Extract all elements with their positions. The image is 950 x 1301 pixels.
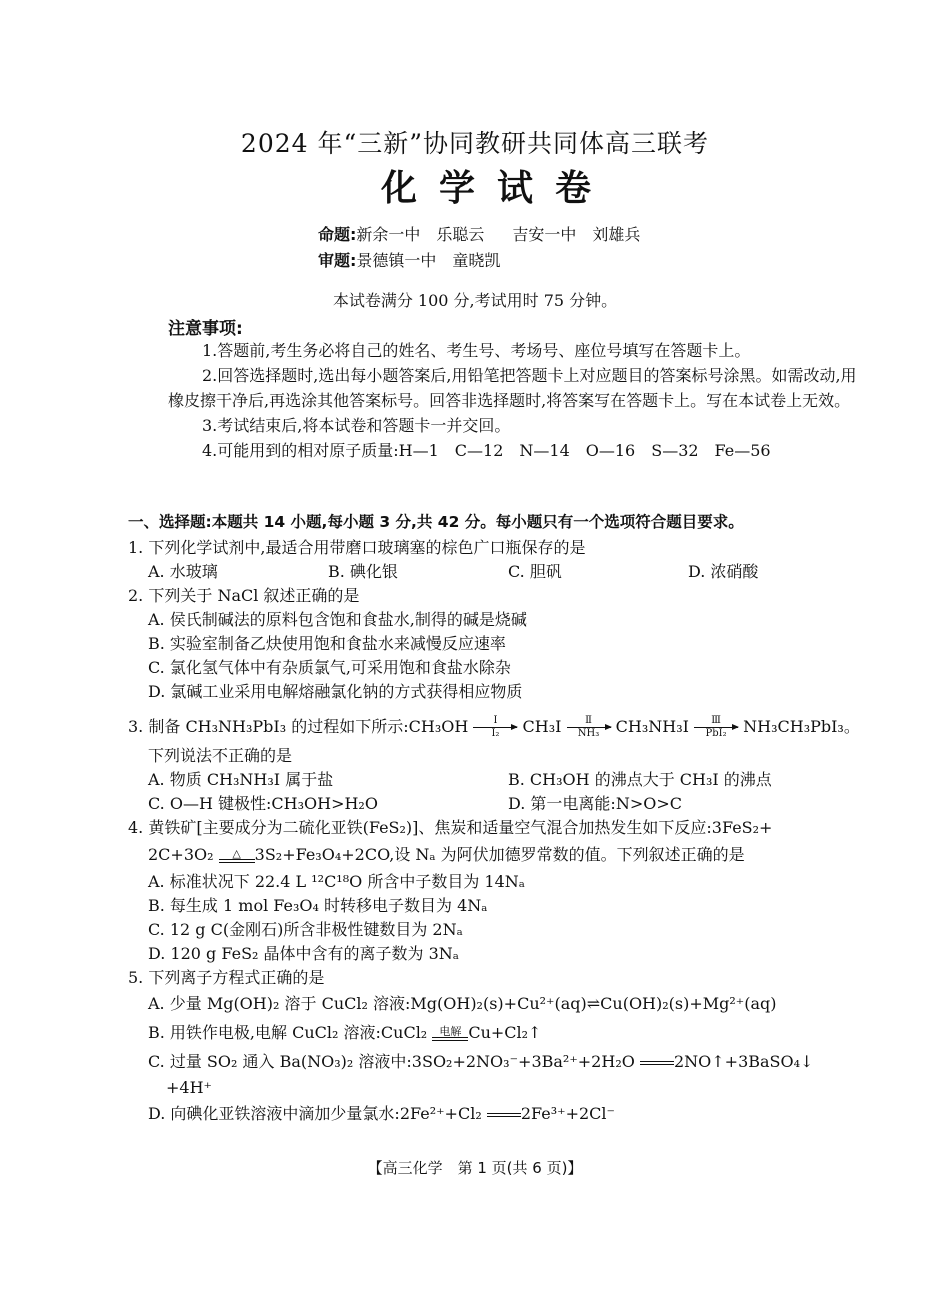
- author-label: 命题:: [318, 225, 357, 244]
- author-2: 吉安一中 刘雄兵: [512, 225, 641, 244]
- option-c-continued: +4H⁺: [166, 1078, 212, 1097]
- reaction-arrow-2: [567, 716, 611, 739]
- option-d: D. 第一电离能:N>O>C: [508, 794, 682, 813]
- question-2: [128, 584, 868, 704]
- question-stem: 2. 下列关于 NaCl 叙述正确的是: [128, 586, 360, 605]
- equals-sign: [640, 1061, 674, 1065]
- option-d: D. 浓硝酸: [688, 562, 759, 581]
- exam-title: 2024 年“三新”协同教研共同体高三联考: [240, 129, 710, 158]
- option-c: C. O—H 键极性:CH₃OH>H₂O: [148, 794, 378, 813]
- author-1: 新余一中 乐聪云: [356, 225, 485, 244]
- notice-item: 2.回答选择题时,选出每小题答案后,用铅笔把答题卡上对应题目的答案标号涂黑。如需改动,用橡皮擦干净后,再选涂其他答案标号。回答非选择题时,将答案写在答题卡上。写在本试卷上无效。: [168, 366, 857, 410]
- notice-list: [168, 338, 858, 463]
- notice-heading: 注意事项:: [168, 319, 243, 339]
- option-row: [148, 768, 868, 792]
- electrolysis-condition: [432, 1026, 468, 1041]
- question-4: [128, 816, 868, 966]
- subject-title: 化学试卷: [380, 168, 613, 209]
- equation-reactants: 2C+3O₂: [148, 845, 214, 864]
- option-b: B. 每生成 1 mol Fe₃O₄ 时转移电子数目为 4Nₐ: [148, 896, 488, 915]
- delta-symbol: △: [232, 847, 241, 860]
- question-stem-line2: [148, 840, 868, 870]
- arrow-label-bottom: NH₃: [577, 728, 600, 739]
- option-c: C. 胆矾: [508, 562, 562, 581]
- reaction-arrow-3: [694, 716, 738, 739]
- question-stem: [128, 710, 868, 744]
- page-footer: 【高三化学 第 1 页(共 6 页)】: [367, 1159, 583, 1177]
- question-1: [128, 536, 868, 584]
- reagent-methanol: CH₃OH: [408, 717, 469, 736]
- question-stem: 1. 下列化学试剂中,最适合用带磨口玻璃塞的棕色广口瓶保存的是: [128, 538, 586, 557]
- section-multiple-choice: [128, 510, 868, 1128]
- option-d: D. 120 g FeS₂ 晶体中含有的离子数为 3Nₐ: [148, 944, 459, 963]
- reagent-methylammonium-iodide: CH₃NH₃I: [615, 717, 689, 736]
- option-c-right: 2NO↑+3BaSO₄↓: [673, 1052, 814, 1071]
- question-prompt: 下列说法不正确的是: [148, 746, 293, 765]
- option-b: B. 碘化银: [328, 562, 398, 581]
- option-b: B. CH₃OH 的沸点大于 CH₃I 的沸点: [508, 770, 772, 789]
- question-stem: 5. 下列离子方程式正确的是: [128, 968, 325, 987]
- question-5: [128, 966, 868, 1128]
- arrow-label-top: I: [493, 715, 498, 726]
- electrolysis-label: 电解: [439, 1025, 462, 1038]
- product-perovskite: NH₃CH₃PbI₃。: [743, 717, 860, 736]
- reviewer: 景德镇一中 童晓凯: [356, 251, 501, 270]
- section-heading: 一、选择题:本题共 14 小题,每小题 3 分,共 42 分。每小题只有一个选项符合题目要求。: [128, 513, 744, 531]
- option-row: [148, 792, 868, 816]
- equation-products: 3S₂+Fe₃O₄+2CO,设 Nₐ 为阿伏加德罗常数的值。下列叙述正确的是: [254, 845, 745, 864]
- option-b-reactant: B. 用铁作电极,电解 CuCl₂ 溶液:CuCl₂: [148, 1023, 428, 1042]
- question-3: [128, 710, 868, 816]
- notice-item: 1.答题前,考生务必将自己的姓名、考生号、考场号、座位号填写在答题卡上。: [202, 341, 751, 360]
- reaction-arrow-1: [473, 716, 517, 739]
- option-d-left: D. 向碘化亚铁溶液中滴加少量氯水:2Fe²⁺+Cl₂: [148, 1104, 482, 1123]
- notice-item: 4.可能用到的相对原子质量:H—1 C—12 N—14 O—16 S—32 Fe—56: [202, 441, 771, 460]
- equals-sign: [487, 1113, 521, 1117]
- arrow-label-top: Ⅲ: [711, 715, 721, 726]
- option-d-right: 2Fe³⁺+2Cl⁻: [520, 1104, 615, 1123]
- heat-condition: [219, 848, 255, 863]
- option-b: [148, 1018, 868, 1048]
- author-line: [318, 222, 640, 245]
- option-b: B. 实验室制备乙炔使用饱和食盐水来减慢反应速率: [148, 634, 506, 653]
- option-c: C. 氯化氢气体中有杂质氯气,可采用饱和食盐水除杂: [148, 658, 511, 677]
- question-stem-line1: 4. 黄铁矿[主要成分为二硫化亚铁(FeS₂)]、焦炭和适量空气混合加热发生如下反应:3FeS₂+: [128, 818, 773, 837]
- stem-prefix: 3. 制备 CH₃NH₃PbI₃ 的过程如下所示:: [128, 717, 409, 736]
- reagent-iodomethane: CH₃I: [522, 717, 562, 736]
- option-a: A. 标准状况下 22.4 L ¹²C¹⁸O 所含中子数目为 14Nₐ: [148, 872, 525, 891]
- reviewer-line: [318, 248, 500, 271]
- option-a: A. 少量 Mg(OH)₂ 溶于 CuCl₂ 溶液:Mg(OH)₂(s)+Cu²⁺(aq)⇌Cu(OH)₂(s)+Mg²⁺(aq): [148, 994, 777, 1013]
- reviewer-label: 审题:: [318, 251, 357, 270]
- option-d: [148, 1100, 868, 1128]
- option-a: A. 水玻璃: [148, 562, 218, 581]
- option-b-products: Cu+Cl₂↑: [468, 1023, 542, 1042]
- option-a: A. 物质 CH₃NH₃I 属于盐: [148, 770, 334, 789]
- arrow-label-bottom: I₂: [491, 728, 500, 739]
- arrow-label-top: Ⅱ: [585, 715, 592, 726]
- option-row: [148, 560, 868, 584]
- arrow-label-bottom: PbI₂: [705, 728, 727, 739]
- option-a: A. 侯氏制碱法的原料包含饱和食盐水,制得的碱是烧碱: [148, 610, 527, 629]
- score-time-info: 本试卷满分 100 分,考试用时 75 分钟。: [332, 291, 618, 310]
- option-c: C. 12 g C(金刚石)所含非极性键数目为 2Nₐ: [148, 920, 463, 939]
- notice-item: 3.考试结束后,将本试卷和答题卡一并交回。: [202, 416, 511, 435]
- option-c: [148, 1048, 868, 1076]
- option-c-left: C. 过量 SO₂ 通入 Ba(NO₃)₂ 溶液中:3SO₂+2NO₃⁻+3Ba²⁺+2H₂O: [148, 1052, 635, 1071]
- option-d: D. 氯碱工业采用电解熔融氯化钠的方式获得相应物质: [148, 682, 523, 701]
